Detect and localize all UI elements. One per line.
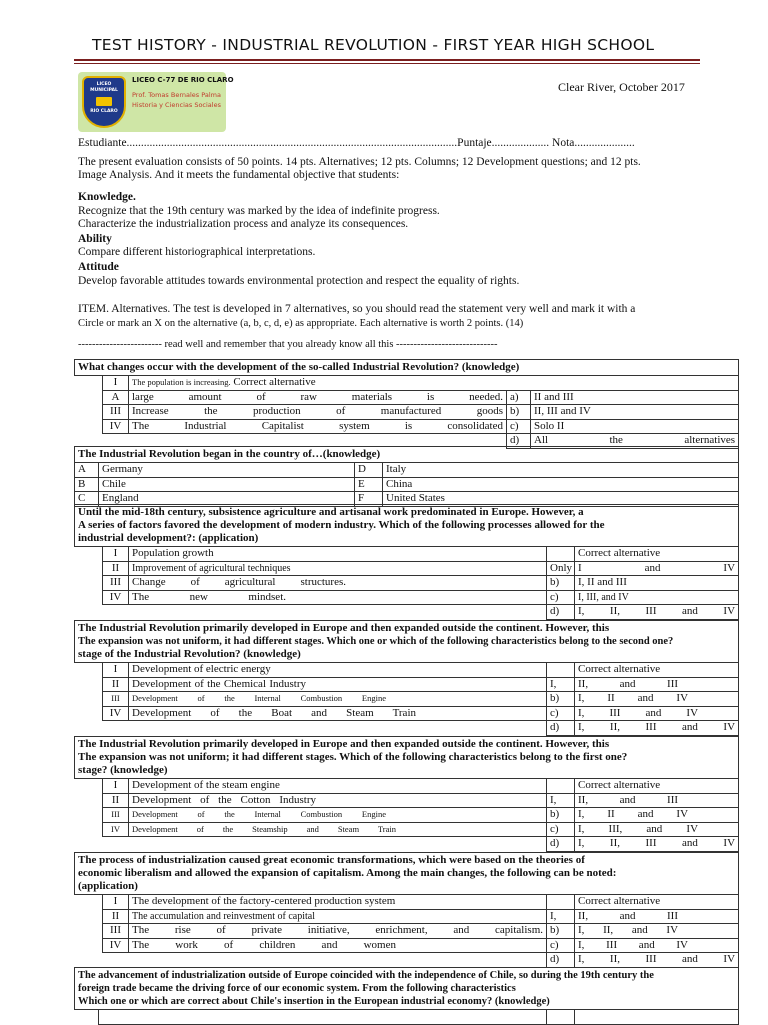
title-rule-bottom (74, 63, 700, 64)
table-row[interactable]: III Change of agricultural structures. b) I, II and III (75, 576, 739, 591)
shield-icon: LICEO MUNICIPAL RIO CLARO (82, 76, 126, 128)
attitude-1: Develop favorable attitudes towards environmental protection and respect the equality of rights. (78, 275, 520, 287)
place-date: Clear River, October 2017 (558, 80, 685, 94)
table-row[interactable]: II Improvement of agricultural techniques Only I and IV (75, 561, 739, 576)
question-3-text: Until the mid-18th century, subsistence agriculture and artisanal work predominated in Europe. However, a A series of factors favored the development of modern industry. Which of the following processes allowed for the industrial development?: (application) (75, 505, 739, 547)
question-2-text: The Industrial Revolution began in the country of…(knowledge) (75, 447, 739, 463)
table-row[interactable] (75, 1010, 739, 1025)
question-1 (74, 359, 739, 449)
table-row[interactable]: I Population growth Correct alternative (75, 547, 739, 562)
table-row[interactable]: d) I, II, III and IV (75, 837, 739, 852)
question-3 (74, 504, 739, 620)
page-title: TEST HISTORY - INDUSTRIAL REVOLUTION - FIRST YEAR HIGH SCHOOL (92, 36, 655, 54)
question-5-text: The Industrial Revolution primarily developed in Europe and then expanded outside the continent. However, this The expansion was not uniform; it had different stages. Which of the following characteristics belong to the first one? stage? (knowledge) (75, 737, 739, 779)
table-row[interactable]: II Development of the Cotton Industry I, II, and III (75, 793, 739, 808)
table-row[interactable]: IV Development of the Steamship and Steam Train c) I, III, and IV (75, 822, 739, 837)
table-row[interactable]: A Germany D Italy (75, 463, 739, 478)
table-row[interactable]: C England F United States (75, 492, 739, 507)
question-7-text: The advancement of industrialization outside of Europe coincided with the independence of Chile, so during the 19th century the foreign trade became the driving force of our economic system. From the following characteristics Which one or which are correct about Chile's insertion in the European industrial economy? (knowledge) (75, 968, 739, 1010)
table-row[interactable]: III Development of the Internal Combustion Engine b) I, II and IV (75, 692, 739, 707)
table-row[interactable]: III Development of the Internal Combustion Engine b) I, II and IV (75, 808, 739, 823)
table-row[interactable]: d) I, II, III and IV (75, 605, 739, 620)
table-row[interactable]: I The development of the factory-centered production system Correct alternative (75, 895, 739, 910)
book-icon (96, 97, 112, 106)
question-6-text: The process of industrialization caused great economic transformations, which were based on the theories of economic liberalism and allowed the expansion of capitalism. Among the main changes, the following can be noted: (application) (75, 853, 739, 895)
attitude-heading: Attitude (78, 261, 119, 273)
item-line-1: ITEM. Alternatives. The test is developed in 7 alternatives, so you should read the statement very well and mark it with a (78, 303, 636, 315)
item-line-2: Circle or mark an X on the alternative (a, b, c, d, e) as appropriate. Each alternative is worth 2 points. (14) (78, 318, 524, 329)
question-4-text: The Industrial Revolution primarily developed in Europe and then expanded outside the continent. However, this The expansion was not uniform, it had different stages. Which one or which of the following characteristics belong to the second one? stage of the Industrial Revolution? (knowledge) (75, 621, 739, 663)
question-4 (74, 620, 739, 736)
table-row[interactable]: III Increase the production of manufactured goods b) II, III and IV (75, 405, 739, 420)
table-row[interactable]: IV Development of the Boat and Steam Train c) I, III and IV (75, 706, 739, 721)
intro-line-1: The present evaluation consists of 50 points. 14 pts. Alternatives; 12 pts. Columns; 12 Development questions; and 12 pts. (78, 156, 641, 168)
intro-line-2: Image Analysis. And it meets the fundamental objective that students: (78, 169, 400, 181)
table-row[interactable]: I Development of electric energy Correct alternative (75, 663, 739, 678)
table-row[interactable]: II Development of the Chemical Industry I, II, and III (75, 677, 739, 692)
table-row[interactable]: II The accumulation and reinvestment of capital I, II, and III (75, 909, 739, 924)
question-1-text: What changes occur with the development of the so-called Industrial Revolution? (knowledge) (75, 360, 739, 376)
question-2 (74, 446, 739, 507)
table-row[interactable]: d) I, II, III and IV (75, 721, 739, 736)
table-row[interactable]: I Development of the steam engine Correct alternative (75, 779, 739, 794)
table-row[interactable]: III The rise of private initiative, enrichment, and capitalism. b) I, II, and IV (75, 924, 739, 939)
logo-subtitle: Prof. Tomas Bernales Palma Historia y Ciencias Sociales (132, 91, 221, 109)
table-row[interactable]: IV The Industrial Capitalist system is consolidated c) Solo II (75, 419, 739, 434)
table-row[interactable]: IV The work of children and women c) I, III and IV (75, 938, 739, 953)
table-row[interactable]: d) I, II, III and IV (75, 953, 739, 968)
table-row[interactable]: I The population is increasing. Correct alternative (75, 376, 739, 391)
item-line-3: ------------------------ read well and remember that you already know all this ----------------------------- (78, 339, 498, 350)
ability-1: Compare different historiographical interpretations. (78, 246, 316, 258)
knowledge-2: Characterize the industrialization process and analyze its consequences. (78, 218, 409, 230)
ability-heading: Ability (78, 233, 112, 245)
table-row[interactable]: IV The new mindset. c) I, III, and IV (75, 590, 739, 605)
student-line[interactable]: Estudiante...................................................................................................................Puntaje.................... Nota..................... (78, 137, 635, 149)
question-6 (74, 852, 739, 968)
question-5 (74, 736, 739, 852)
school-logo (78, 72, 234, 132)
logo-school-name: LICEO C-77 DE RIO CLARO (132, 76, 234, 84)
table-row[interactable]: A large amount of raw materials is needed. a) II and III (75, 390, 739, 405)
question-7 (74, 967, 739, 1025)
title-rule-top (74, 59, 700, 61)
table-row[interactable]: d) All the alternatives (75, 434, 739, 449)
table-row[interactable]: B Chile E China (75, 477, 739, 492)
knowledge-heading: Knowledge. (78, 191, 136, 203)
knowledge-1: Recognize that the 19th century was marked by the idea of indefinite progress. (78, 205, 440, 217)
